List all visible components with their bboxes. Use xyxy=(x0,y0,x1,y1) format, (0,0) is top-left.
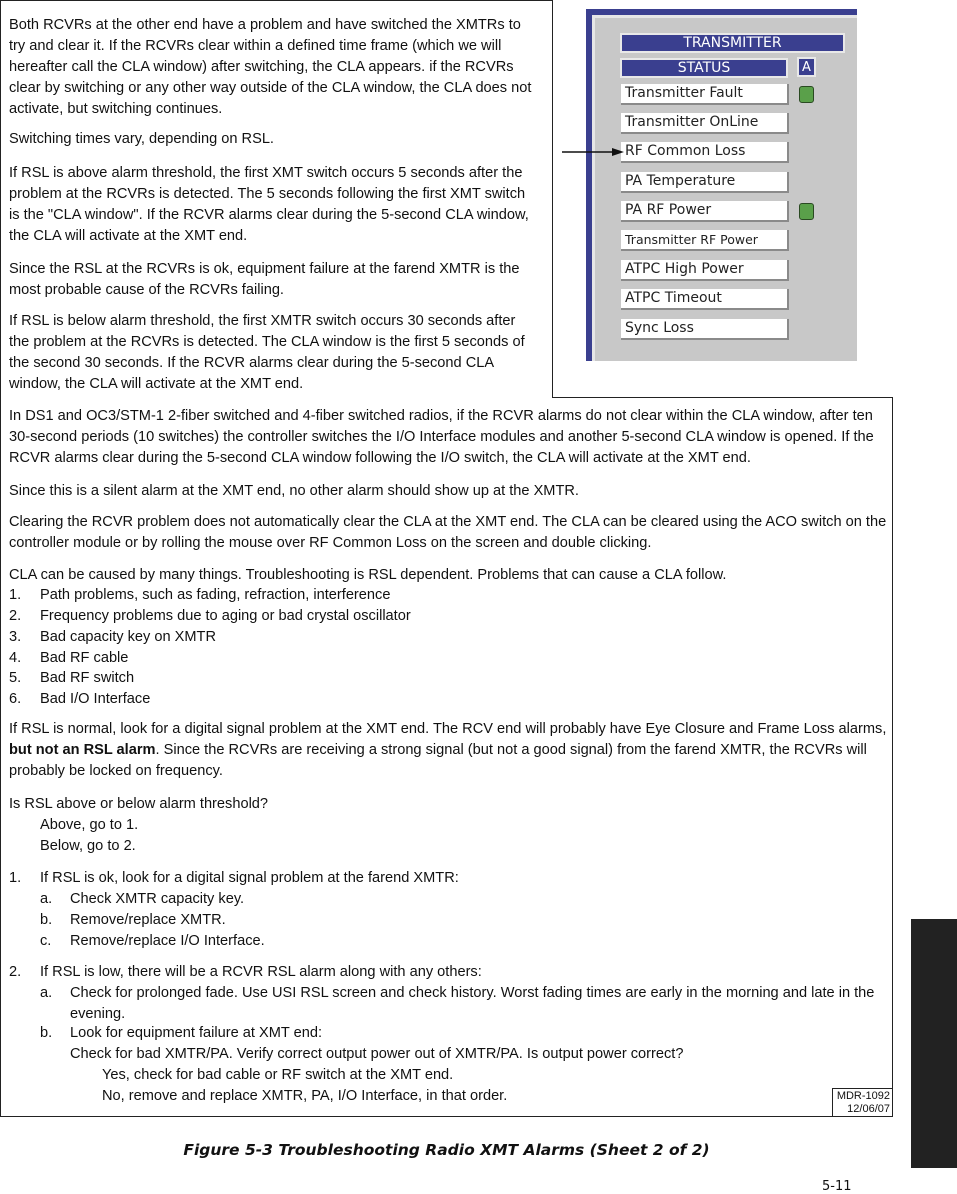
intro-paragraph: Since the RSL at the RCVRs is ok, equipment failure at the farend XMTR is the most probable cause of the RCVRs failing. xyxy=(9,261,520,298)
frame-step-vertical xyxy=(552,0,553,397)
body-paragraph: CLA can be caused by many things. Troubleshooting is RSL dependent. Problems that can cause a CLA follow. xyxy=(9,567,727,583)
status-row-rf-common-loss[interactable]: RF Common Loss xyxy=(621,142,789,163)
status-row-atpc-high-power[interactable]: ATPC High Power xyxy=(621,260,789,281)
figure-caption: Figure 5-3 Troubleshooting Radio XMT Alarms (Sheet 2 of 2) xyxy=(183,1141,710,1159)
status-row-transmitter-fault[interactable]: Transmitter Fault xyxy=(621,84,789,105)
status-led-indicator xyxy=(799,203,814,220)
status-led-indicator xyxy=(799,86,814,103)
list-item: Bad RF cable xyxy=(40,650,129,666)
panel-subtitle-bar: STATUS xyxy=(620,58,788,78)
list-number: 2. xyxy=(9,608,22,624)
doc-id: MDR-1092 xyxy=(836,1090,890,1102)
doc-id-box xyxy=(832,1088,892,1116)
list-item: Bad capacity key on XMTR xyxy=(40,629,217,645)
doc-date: 12/06/07 xyxy=(847,1103,890,1115)
rsl-normal-bold: but not an RSL alarm xyxy=(9,742,156,758)
list-number: 3. xyxy=(9,629,22,645)
substep-letter: b. xyxy=(40,912,53,928)
step-number: 1. xyxy=(9,870,22,886)
status-row-pa-temperature[interactable]: PA Temperature xyxy=(621,172,789,193)
rsl-normal-text: If RSL is normal, look for a digital signal problem at the XMT end. The RCV end will probably have Eye Closure and Frame Loss alarms, xyxy=(9,721,887,737)
intro-paragraph: If RSL is above alarm threshold, the first XMT switch occurs 5 seconds after the problem at the RCVRs is detected. The 5 seconds following the first XMT switch is the "CLA window". If the RCVR alarms clear during the 5-second CLA window, the CLA will activate at the XMT end. xyxy=(9,165,529,244)
substep-no: No, remove and replace XMTR, PA, I/O Interface, in that order. xyxy=(102,1088,508,1104)
substep-letter: a. xyxy=(40,891,53,907)
body-paragraph: Since this is a silent alarm at the XMT end, no other alarm should show up at the XMTR. xyxy=(9,483,579,499)
decision-question: Is RSL above or below alarm threshold? xyxy=(9,796,269,812)
pointer-arrow xyxy=(560,145,626,159)
section-side-tab xyxy=(911,919,957,1168)
status-row-atpc-timeout[interactable]: ATPC Timeout xyxy=(621,289,789,310)
substep-text: Look for equipment failure at XMT end: xyxy=(70,1025,323,1041)
list-item: Bad RF switch xyxy=(40,670,135,686)
substep-letter: b. xyxy=(40,1025,53,1041)
status-row-transmitter-online[interactable]: Transmitter OnLine xyxy=(621,113,789,134)
step-text: If RSL is low, there will be a RCVR RSL alarm along with any others: xyxy=(40,964,482,980)
status-row-sync-loss[interactable]: Sync Loss xyxy=(621,319,789,340)
list-item: Bad I/O Interface xyxy=(40,691,151,707)
status-row-transmitter-rf-power[interactable]: Transmitter RF Power xyxy=(621,230,789,251)
status-row-pa-rf-power[interactable]: PA RF Power xyxy=(621,201,789,222)
substep-text: Remove/replace I/O Interface. xyxy=(70,933,265,949)
list-item: Path problems, such as fading, refraction, interference xyxy=(40,587,391,603)
substep-text: Check XMTR capacity key. xyxy=(70,891,245,907)
substep-yes: Yes, check for bad cable or RF switch at the XMT end. xyxy=(102,1067,454,1083)
step-number: 2. xyxy=(9,964,22,980)
substep-detail: Check for bad XMTR/PA. Verify correct output power out of XMTR/PA. Is output power correct? xyxy=(70,1046,684,1062)
body-paragraph xyxy=(9,719,887,782)
list-item: Frequency problems due to aging or bad crystal oscillator xyxy=(40,608,411,624)
body-paragraph: Clearing the RCVR problem does not automatically clear the CLA at the XMT end. The CLA can be cleared using the ACO switch on the controller module or by rolling the mouse over RF Common Loss on the screen and double clicking. xyxy=(9,514,887,551)
frame-left-border xyxy=(0,0,1,1117)
step-text: If RSL is ok, look for a digital signal problem at the farend XMTR: xyxy=(40,870,459,886)
frame-bottom-border xyxy=(0,1116,893,1117)
substep-text: Remove/replace XMTR. xyxy=(70,912,226,928)
decision-above: Above, go to 1. xyxy=(40,817,139,833)
intro-paragraph: If RSL is below alarm threshold, the first XMTR switch occurs 30 seconds after the problem at the RCVRs is detected. The CLA window is the first 5 seconds of the second 30 seconds. If the RCVR alarms clear during the 5-second CLA window, the CLA will activate at the XMT end. xyxy=(9,313,525,392)
list-number: 5. xyxy=(9,670,22,686)
list-number: 6. xyxy=(9,691,22,707)
substep-letter: a. xyxy=(40,985,53,1001)
frame-top-border xyxy=(0,0,552,1)
body-paragraph: In DS1 and OC3/STM-1 2-fiber switched and 4-fiber switched radios, if the RCVR alarms do not clear within the CLA window, after ten 30-second periods (10 switches) the controller switches the I/O Interface modules and another 5-second CLA window is opened. If the RCVR alarms clear during the 5-second CLA window following the I/O switch, the CLA will activate at the XMT end. xyxy=(9,408,874,466)
substep-text: Check for prolonged fade. Use USI RSL screen and check history. Worst fading times are early in the morning and late in the evening. xyxy=(70,985,875,1022)
panel-column-label: A xyxy=(797,57,816,77)
intro-paragraph: Both RCVRs at the other end have a problem and have switched the XMTRs to try and clear it. If the RCVRs clear within a defined time frame (which we will hereafter call the CLA window) after switching, the CLA appears. if the RCVRs clear by switching or any other way outside of the CLA window, the CLA does not activate, but switching continues. xyxy=(9,17,532,117)
list-number: 4. xyxy=(9,650,22,666)
frame-right-border xyxy=(892,397,893,1117)
page-number: 5-11 xyxy=(822,1179,852,1194)
panel-title-bar: TRANSMITTER xyxy=(620,33,845,53)
frame-step-horizontal xyxy=(552,397,892,398)
list-number: 1. xyxy=(9,587,22,603)
substep-letter: c. xyxy=(40,933,52,949)
rsl-normal-text-rest: . Since the RCVRs are receiving a strong signal (but not a good signal) from the farend XMTR, the RCVRs will probably be locked on frequency. xyxy=(9,742,867,779)
intro-paragraph: Switching times vary, depending on RSL. xyxy=(9,131,274,147)
decision-below: Below, go to 2. xyxy=(40,838,136,854)
